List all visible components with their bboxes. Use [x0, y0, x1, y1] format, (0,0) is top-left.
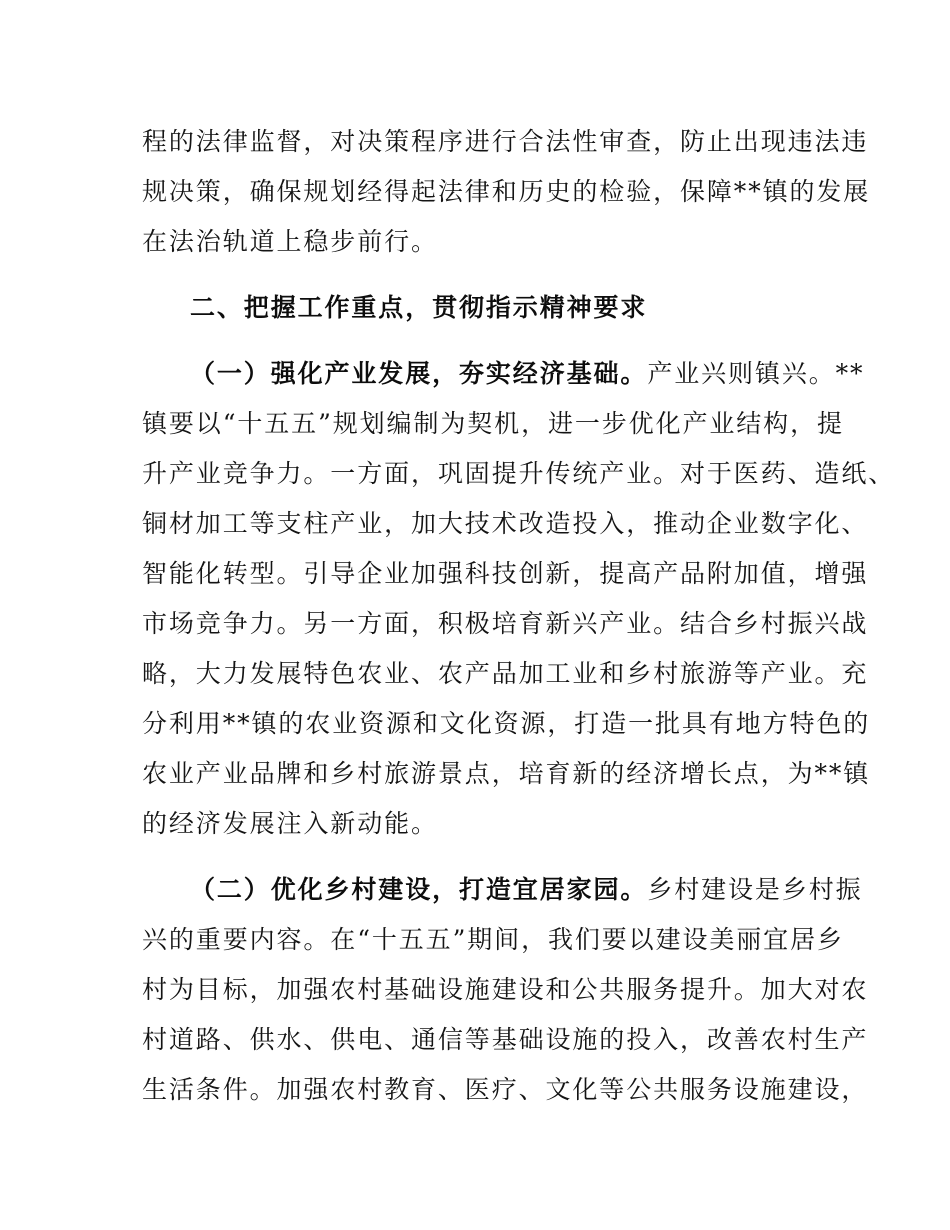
subsection-heading: （一）强化产业发展，夯实经济基础。 — [190, 359, 648, 388]
text-line: 规决策，确保规划经得起法律和历史的检验，保障**镇的发展 — [142, 177, 871, 206]
paragraph-first-line — [190, 875, 863, 905]
text-line: 兴的重要内容。在“十五五”期间，我们要以建设美丽宜居乡 — [142, 925, 844, 954]
text-line: 的经济发展注入新动能。 — [142, 809, 438, 838]
text-line: 智能化转型。引导企业加强科技创新，提高产品附加值，增强 — [142, 559, 869, 588]
text-line: 程的法律监督，对决策程序进行合法性审查，防止出现违法违 — [142, 127, 869, 156]
text-line: 铜材加工等支柱产业，加大技术改造投入，推动企业数字化、 — [142, 509, 869, 538]
text-line: 升产业竞争力。一方面，巩固提升传统产业。对于医药、造纸、 — [142, 459, 896, 488]
text-line: 略，大力发展特色农业、农产品加工业和乡村旅游等产业。充 — [142, 659, 869, 688]
text-line: 分利用**镇的农业资源和文化资源，打造一批具有地方特色的 — [142, 709, 871, 738]
text-run: 产业兴则镇兴。** — [647, 359, 865, 388]
text-run: 乡村建设是乡村振 — [647, 875, 863, 904]
text-line: 农业产业品牌和乡村旅游景点，培育新的经济增长点，为**镇 — [142, 759, 871, 788]
text-line: 市场竞争力。另一方面，积极培育新兴产业。结合乡村振兴战 — [142, 609, 869, 638]
text-line: 生活条件。加强农村教育、医疗、文化等公共服务设施建设， — [142, 1075, 869, 1104]
section-heading: 二、把握工作重点，贯彻指示精神要求 — [190, 293, 648, 322]
text-line: 镇要以“十五五”规划编制为契机，进一步优化产业结构，提 — [142, 409, 844, 438]
subsection-heading: （二）优化乡村建设，打造宜居家园。 — [190, 875, 648, 904]
text-line: 村为目标，加强农村基础设施建设和公共服务提升。加大对农 — [142, 975, 869, 1004]
text-line: 在法治轨道上稳步前行。 — [142, 227, 438, 256]
paragraph-first-line — [190, 359, 864, 389]
text-line: 村道路、供水、供电、通信等基础设施的投入，改善农村生产 — [142, 1025, 869, 1054]
